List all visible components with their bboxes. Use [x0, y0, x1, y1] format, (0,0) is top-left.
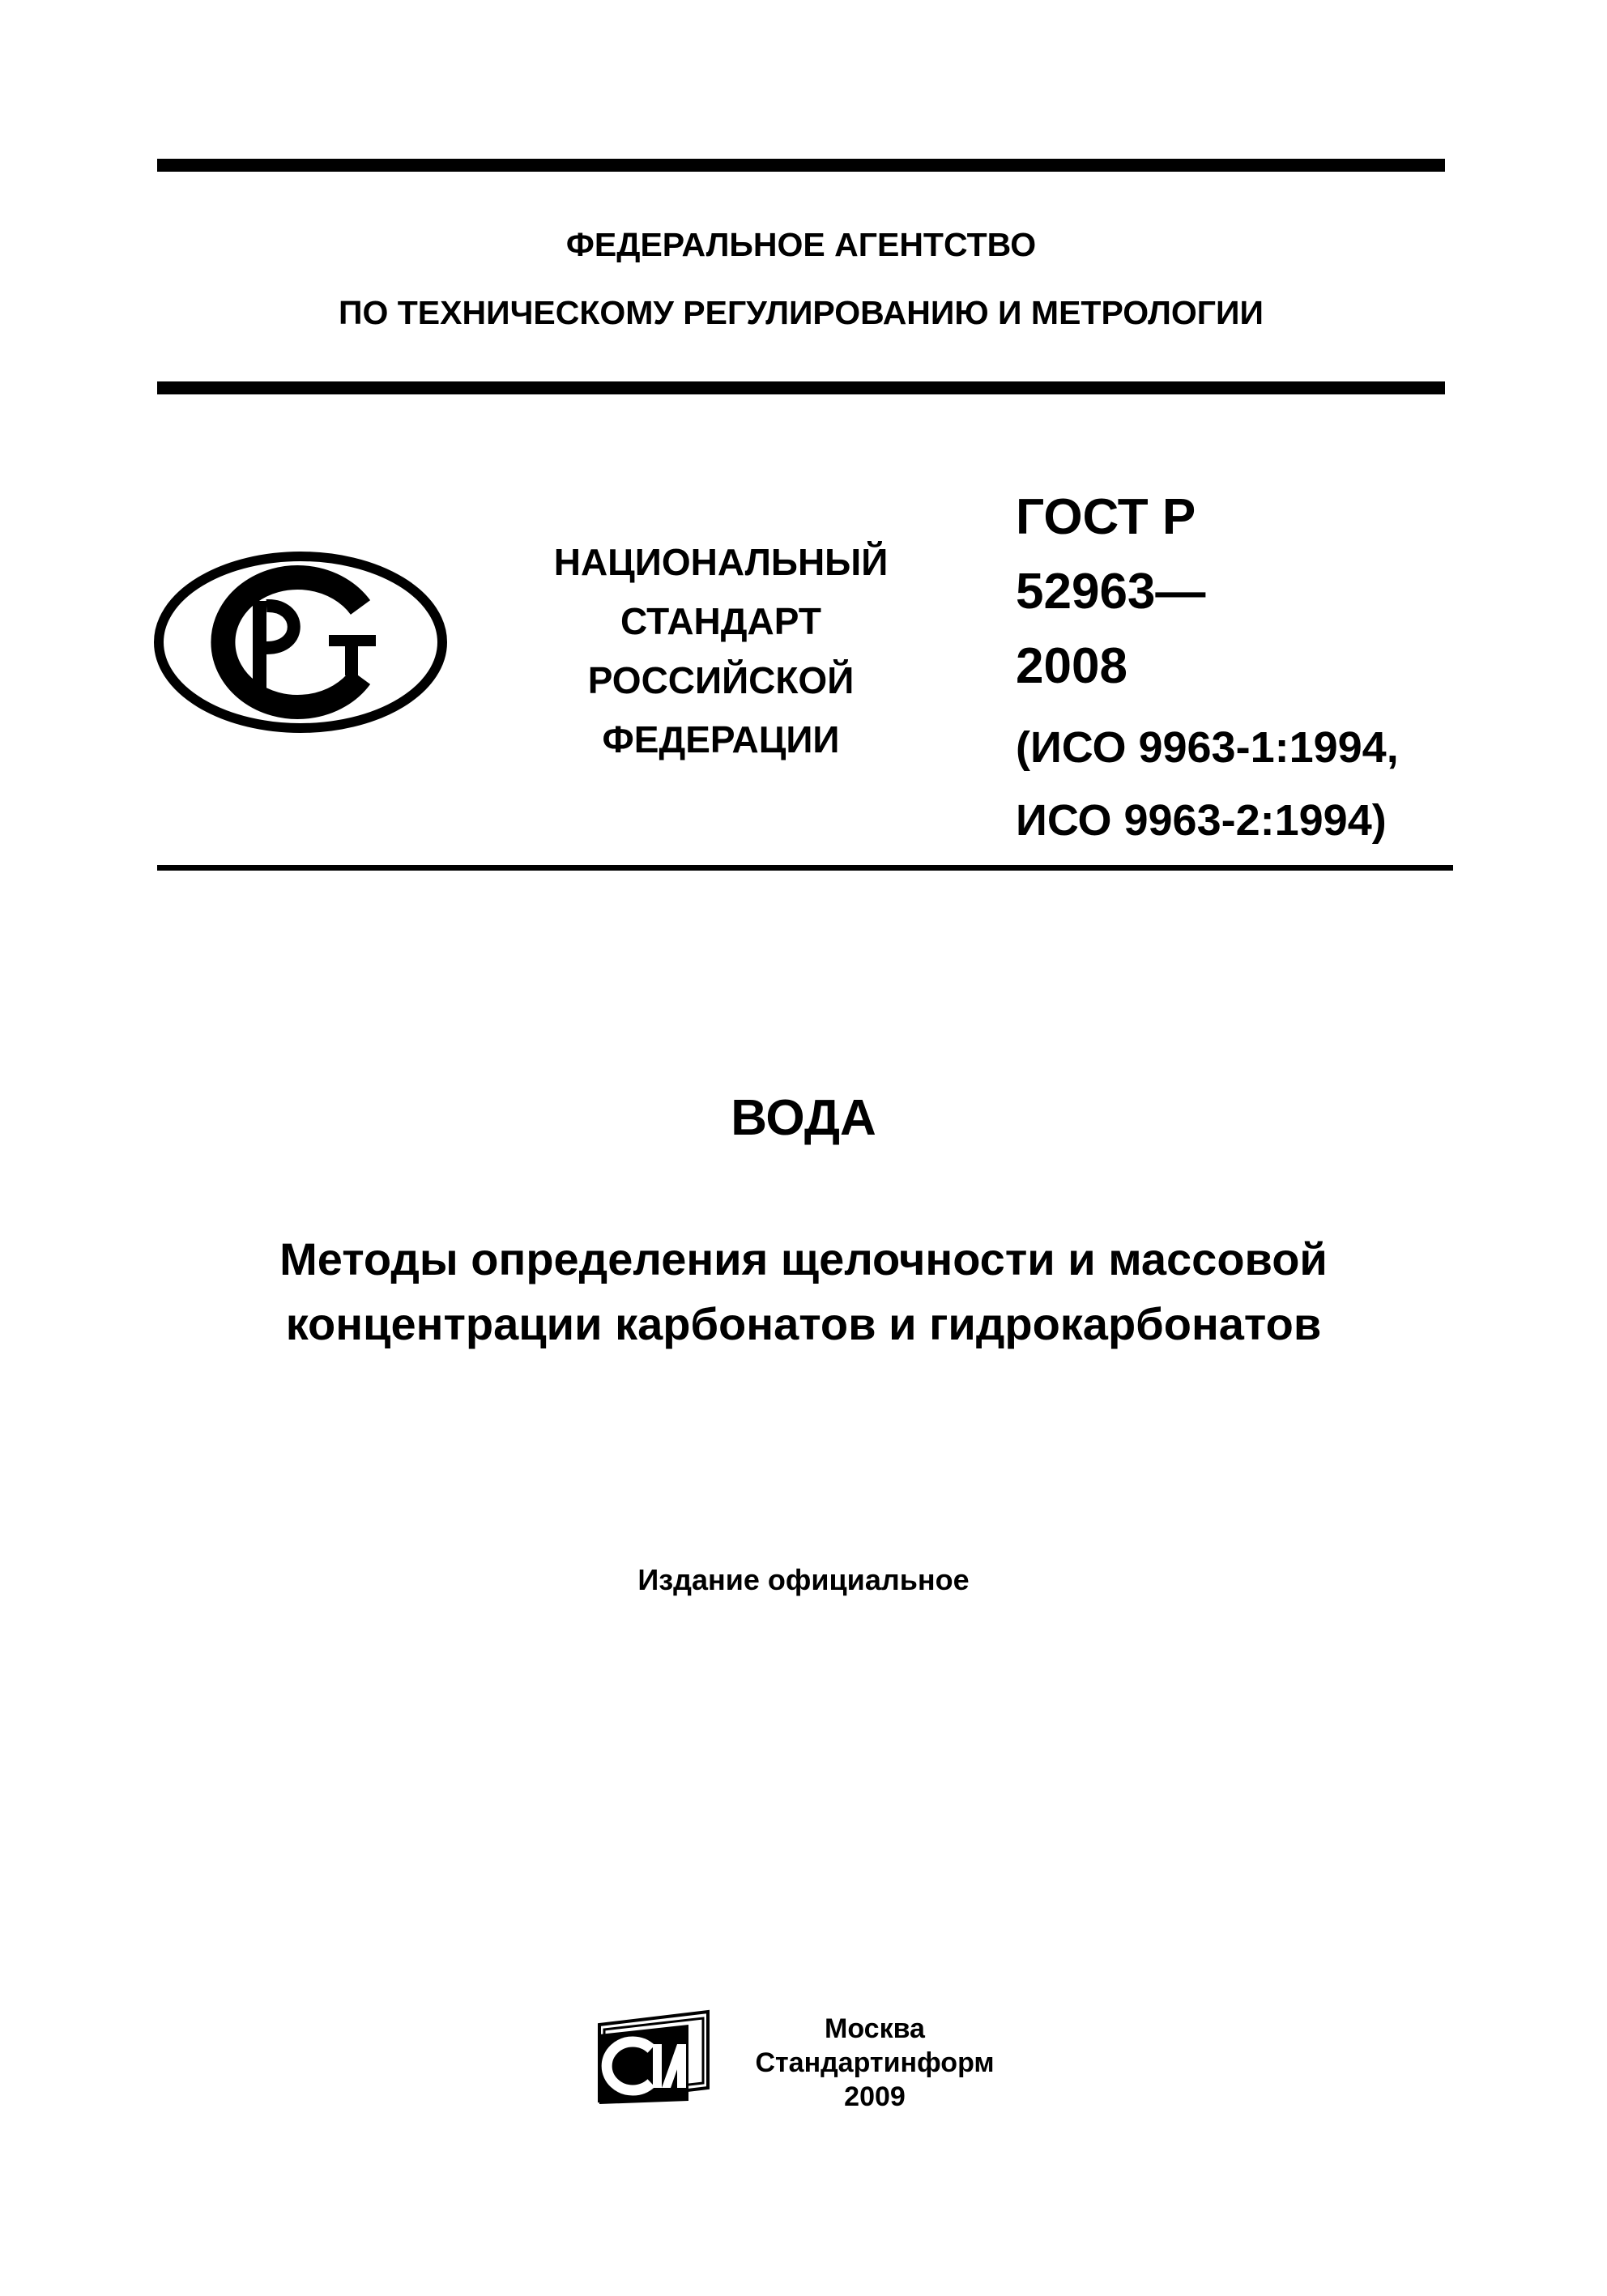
agency-name-line-2: ПО ТЕХНИЧЕСКОМУ РЕГУЛИРОВАНИЮ И МЕТРОЛОГИИ [339, 294, 1264, 331]
edition-label: Издание официальное [637, 1563, 970, 1596]
gost-r-logo-icon [154, 551, 447, 734]
national-standard-line-2: СТАНДАРТ [620, 600, 821, 642]
national-standard-line-4: ФЕДЕРАЦИИ [602, 718, 840, 760]
imprint-city: Москва [825, 2013, 925, 2044]
iso-reference-line-1: (ИСО 9963-1:1994, [1016, 723, 1399, 772]
agency-name-line-1: ФЕДЕРАЛЬНОЕ АГЕНТСТВО [565, 226, 1037, 263]
designation-divider-rule [157, 865, 1453, 871]
imprint [713, 2012, 1037, 2114]
gost-designation-line-2: 52963— [1016, 564, 1206, 620]
national-standard-line-1: НАЦИОНАЛЬНЫЙ [553, 541, 889, 583]
iso-reference-line-2: ИСО 9963-2:1994) [1016, 796, 1387, 845]
document-subtitle [0, 1227, 1607, 1357]
gost-designation-line-1: ГОСТ Р [1016, 489, 1196, 545]
imprint-publisher: Стандартинформ [755, 2047, 995, 2078]
imprint-year: 2009 [844, 2081, 906, 2112]
header-bottom-rule [157, 381, 1445, 394]
national-standard-line-3: РОССИЙСКОЙ [587, 659, 855, 701]
standartinform-logo-icon [593, 2007, 714, 2108]
document-title: ВОДА [731, 1090, 876, 1146]
document-subtitle-line-1: Методы определения щелочности и массовой [279, 1233, 1328, 1284]
header-top-rule [157, 159, 1445, 172]
national-standard-label [502, 533, 940, 769]
gost-designation-line-3: 2008 [1016, 638, 1127, 694]
document-subtitle-line-2: концентрации карбонатов и гидрокарбонатов [285, 1298, 1322, 1349]
